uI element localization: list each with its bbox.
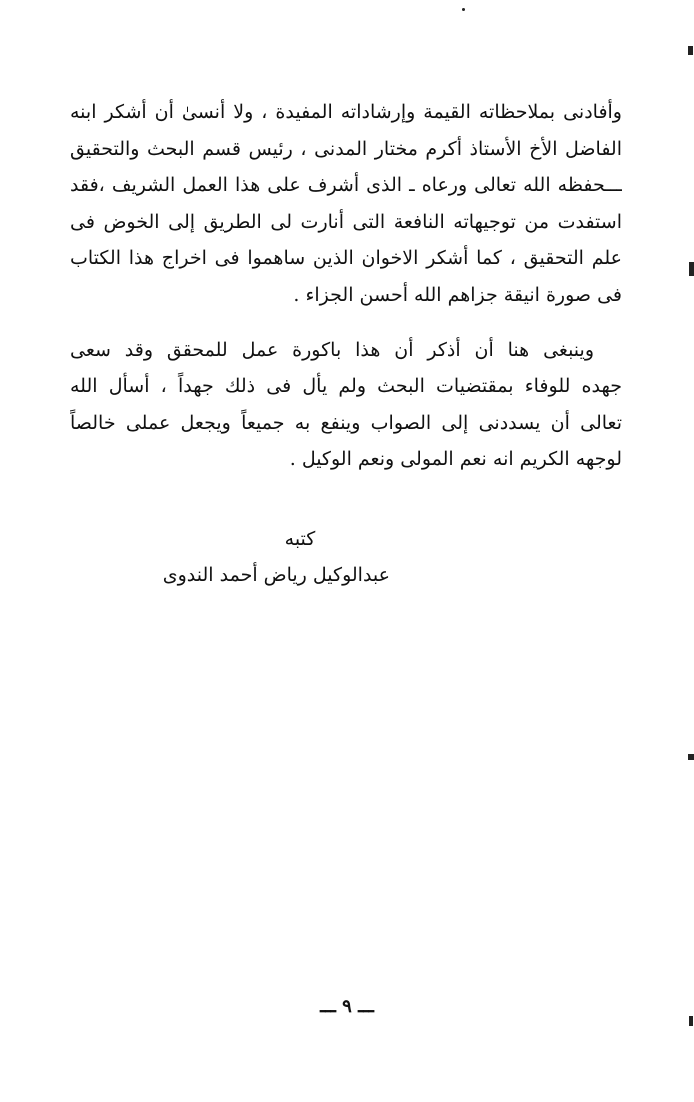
body-text <box>70 94 622 478</box>
scan-edge-mark <box>689 262 694 276</box>
paragraph-1 <box>70 94 622 314</box>
page-number: ـــ ٩ ـــ <box>320 996 374 1017</box>
scan-edge-mark <box>689 1016 693 1026</box>
text-line: تعالى أن يسددنى إلى الصواب وينفع به جميعاً ويجعل عملى خالصاً <box>70 411 622 434</box>
text-line: استفدت من توجيهاته النافعة التى أنارت لى الطريق إلى الخوض فى <box>70 210 622 233</box>
signature-name: عبدالوكيل رياض أحمد الندوى <box>162 564 390 586</box>
paragraph-gap <box>70 314 622 332</box>
paragraph-2 <box>70 332 622 478</box>
scan-edge-mark <box>688 46 693 55</box>
text-line: علم التحقيق ، كما أشكر الاخوان الذين ساهموا فى اخراج هذا الكتاب <box>70 247 622 270</box>
text-line: فى صورة انيقة جزاهم الله أحسن الجزاء . <box>293 283 622 306</box>
text-line: لوجهه الكريم انه نعم المولى ونعم الوكيل . <box>289 448 622 471</box>
text-line: الفاضل الأخ الأستاذ أكرم مختار المدنى ، رئيس قسم البحث والتحقيق <box>70 137 622 160</box>
text-line-indented: وينبغى هنا أن أذكر أن هذا باكورة عمل للمحقق وقد سعى <box>70 338 594 361</box>
text-line: جهده للوفاء بمقتضيات البحث ولم يأل فى ذلك جهداً ، أسأل الله <box>70 375 622 398</box>
signature-label: كتبه <box>284 528 316 550</box>
scan-edge-mark <box>688 754 694 760</box>
scan-speck <box>462 8 465 11</box>
text-line: وأفادنى بملاحظاته القيمة وإرشاداته المفيدة ، ولا أنسىٰ أن أشكر ابنه <box>70 101 622 123</box>
text-line: ـــحفظه الله تعالى ورعاه ـ الذى أشرف على هذا العمل الشريف ،فقد <box>70 174 622 197</box>
